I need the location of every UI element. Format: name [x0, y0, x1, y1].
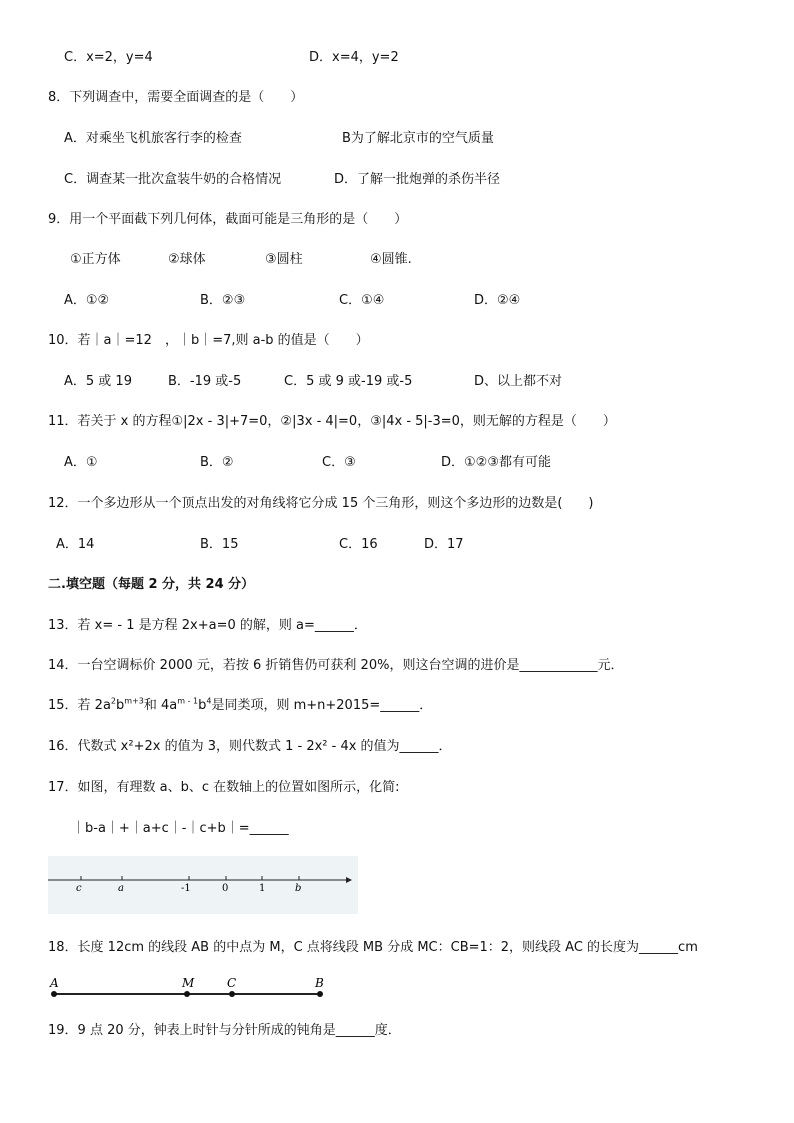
q15-sup4: 4 — [206, 696, 212, 706]
q15-part2: b — [116, 698, 125, 713]
q15-sup2: m+3 — [124, 696, 144, 706]
q9-shape-4: ④圆锥. — [370, 252, 412, 267]
q9-option-b: B．②③ — [200, 293, 246, 308]
label-b: b — [295, 883, 302, 894]
label-1: 1 — [259, 883, 266, 894]
q11-option-d: D．①②③都有可能 — [441, 455, 551, 470]
q9-shape-2: ②球体 — [168, 252, 206, 267]
q9-shape-1: ①正方体 — [70, 252, 121, 267]
q8-option-a: A．对乘坐飞机旅客行李的检查 — [64, 131, 242, 146]
q19-stem: 19．9 点 20 分，钟表上时针与分针所成的钝角是______度． — [48, 1023, 401, 1038]
label-point-b: B — [315, 976, 324, 990]
q11-stem: 11．若关于 x 的方程①|2x - 3|+7=0，②|3x - 4|=0，③|4x - 5|-3=0，则无解的方程是（ ） — [48, 414, 616, 429]
q11-option-c: C．③ — [322, 455, 356, 470]
label-point-c: C — [227, 976, 237, 990]
q17-stem: 17．如图，有理数 a、b、c 在数轴上的位置如图所示，化简: — [48, 780, 400, 795]
q8-option-c: C．调查某一批次盒装牛奶的合格情况 — [64, 172, 282, 187]
q9-option-a: A．①② — [64, 293, 110, 308]
q15-part5: 是同类项，则 m+n+2015=______． — [211, 698, 433, 713]
q15-stem — [48, 697, 432, 715]
q9-option-c: C．①④ — [339, 293, 385, 308]
label-point-a: A — [50, 976, 59, 990]
q9-option-d: D．②④ — [474, 293, 521, 308]
q9-shape-3: ③圆柱 — [265, 252, 303, 267]
q10-stem: 10．若｜a｜=12 ，｜b｜=7,则 a-b 的值是（ ） — [48, 333, 369, 348]
q8-option-b: B为了解北京市的空气质量 — [342, 131, 494, 146]
q15-sup3: m - 1 — [177, 696, 199, 706]
section-2-title: 二.填空题（每题 2 分，共 24 分） — [48, 577, 255, 592]
label-point-m: M — [182, 976, 195, 990]
number-line-figure — [48, 856, 358, 916]
q10-option-a: A．5 或 19 — [64, 374, 132, 389]
q12-option-c: C．16 — [339, 537, 378, 552]
q11-option-a: A．① — [64, 455, 98, 470]
q15-part4: b — [198, 698, 207, 713]
q8-option-d: D．了解一批炮弹的杀伤半径 — [334, 172, 501, 187]
q17-expression: ｜b-a｜+｜a+c｜-｜c+b｜=______ — [72, 821, 289, 836]
q12-option-a: A．14 — [56, 537, 95, 552]
q15-part3: 和 4a — [143, 698, 178, 713]
point-c — [229, 991, 235, 997]
point-a — [51, 991, 57, 997]
point-b — [317, 991, 323, 997]
q14-stem: 14．一台空调标价 2000 元，若按 6 折销售仍可获利 20%，则这台空调的进价是____________元． — [48, 658, 624, 673]
q15-sup1: 2 — [110, 696, 117, 706]
label-neg1: -1 — [181, 883, 191, 894]
q10-option-c: C．5 或 9 或-19 或-5 — [284, 374, 413, 389]
q18-stem: 18．长度 12cm 的线段 AB 的中点为 M，C 点将线段 MB 分成 MC：CB=1：2，则线段 AC 的长度为______cm — [48, 940, 698, 955]
q12-option-d: D．17 — [424, 537, 464, 552]
label-a: a — [118, 883, 124, 894]
label-0: 0 — [222, 883, 229, 894]
q16-stem: 16．代数式 x²+2x 的值为 3，则代数式 1 - 2x² - 4x 的值为______． — [48, 739, 452, 754]
q10-option-d: D、以上都不对 — [474, 374, 563, 389]
q9-stem: 9．用一个平面截下列几何体，截面可能是三角形的是（ ） — [48, 212, 408, 227]
q15-part1: 15．若 2a — [48, 698, 111, 713]
point-m — [184, 991, 190, 997]
q12-option-b: B．15 — [200, 537, 239, 552]
q11-option-b: B．② — [200, 455, 234, 470]
q7-option-c: C．x=2，y=4 — [64, 50, 153, 65]
label-c: c — [76, 883, 82, 894]
q7-option-d: D．x=4，y=2 — [309, 50, 399, 65]
q8-stem: 8．下列调查中，需要全面调查的是（ ） — [48, 90, 304, 105]
q13-stem: 13．若 x= - 1 是方程 2x+a=0 的解，则 a=______． — [48, 618, 367, 633]
figure-background — [48, 856, 358, 914]
segment-figure — [46, 972, 336, 1004]
q10-option-b: B．-19 或-5 — [168, 374, 242, 389]
q12-stem: 12．一个多边形从一个顶点出发的对角线将它分成 15 个三角形，则这个多边形的边数是( ) — [48, 496, 594, 511]
